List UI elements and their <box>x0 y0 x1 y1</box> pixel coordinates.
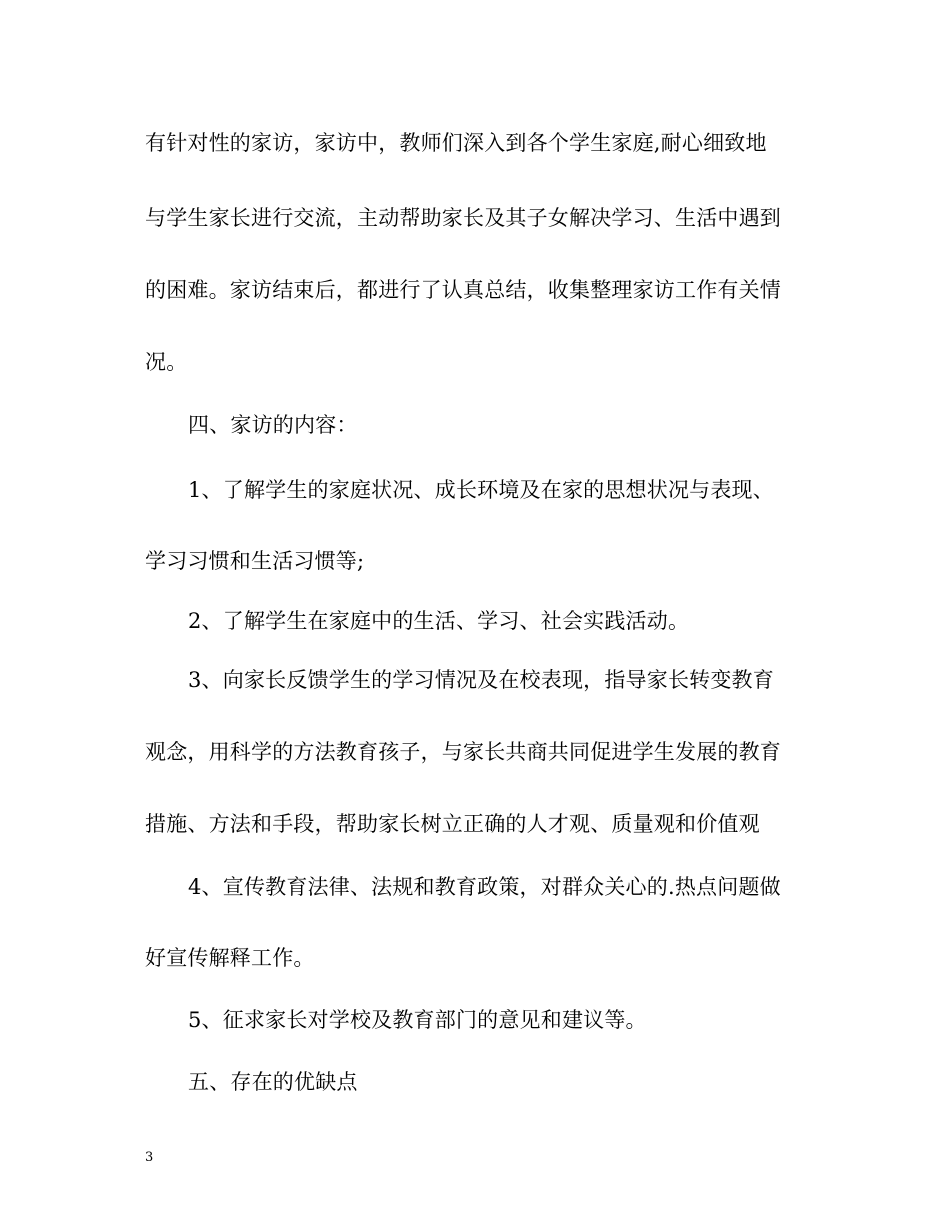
paragraph-line: 有针对性的家访，家访中，教师们深入到各个学生家庭,耐心细致地 <box>145 131 767 155</box>
paragraph-line: 况。 <box>145 350 188 374</box>
list-item: 4、宣传教育法律、法规和教育政策，对群众关心的.热点问题做 <box>188 875 781 899</box>
section-heading: 四、家访的内容： <box>188 413 358 437</box>
paragraph-line: 与学生家长进行交流，主动帮助家长及其子女解决学习、生活中遇到 <box>145 206 781 230</box>
paragraph-line: 措施、方法和手段，帮助家长树立正确的人才观、质量观和价值观 <box>145 812 760 836</box>
paragraph-line: 好宣传解释工作。 <box>145 946 315 970</box>
paragraph-line: 观念，用科学的方法教育孩子，与家长共商共同促进学生发展的教育 <box>145 740 781 764</box>
paragraph-line: 学习习惯和生活习惯等; <box>145 549 365 573</box>
page-number: 3 <box>145 1150 154 1165</box>
list-item: 2、了解学生在家庭中的生活、学习、社会实践活动。 <box>188 609 690 633</box>
list-item: 5、征求家长对学校及教育部门的意见和建议等。 <box>188 1008 647 1032</box>
paragraph-line: 的困难。家访结束后，都进行了认真总结，收集整理家访工作有关情 <box>145 278 781 302</box>
list-item: 3、向家长反馈学生的学习情况及在校表现，指导家长转变教育 <box>188 668 774 692</box>
list-item: 1、了解学生的家庭状况、成长环境及在家的思想状况与表现、 <box>188 478 774 502</box>
section-heading: 五、存在的优缺点 <box>188 1070 358 1094</box>
